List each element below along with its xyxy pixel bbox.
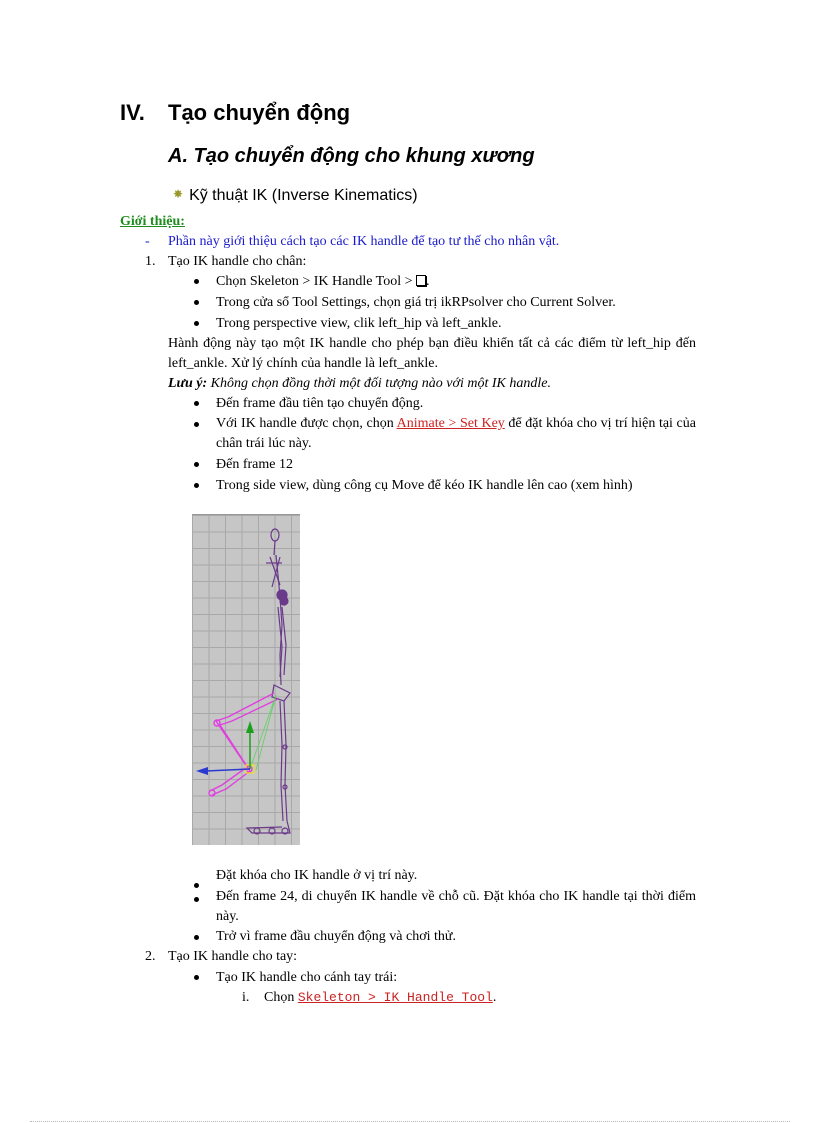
intro-text: Phần này giới thiệu cách tạo các IK handle để tạo tư thế cho nhân vật. [168,234,560,249]
step-1-title: Tạo IK handle cho chân: [168,254,307,269]
step-1-bullet-4: Đến frame đầu tiên tạo chuyển động. [216,396,424,411]
intro-dash: - [145,234,150,249]
step-1-bullet-10: Trở vì frame đầu chuyển động và chơi thử. [216,929,456,944]
chapter-number: IV. [120,100,145,125]
bullet-dot [194,401,199,406]
topic-heading [173,187,418,205]
step-1-bullet-3: Trong perspective view, clik left_hip và left_ankle. [216,316,502,331]
bullet-dot [194,975,199,980]
step-1-bullet-5: Với IK handle được chọn, chọn Animate > Set Key để đặt khóa cho vị trí hiện tại của chân trái lúc này. [216,416,696,451]
step-2-title: Tạo IK handle cho tay: [168,949,298,964]
bullet-dot [194,883,199,888]
bullet-dot [194,897,199,902]
bullet-dot [194,321,199,326]
option-box-icon [416,275,426,286]
step-2-number: 2. [145,949,156,964]
topic-title: Kỹ thuật IK (Inverse Kinematics) [189,187,418,204]
chapter-heading [120,100,350,126]
step-1-bullet-6: Đến frame 12 [216,457,293,472]
step-1-bullet-8: Đặt khóa cho IK handle ở vị trí này. [216,868,418,883]
star-bullet-icon: ✸ [173,187,184,201]
intro-label: Giới thiệu: [120,214,185,229]
bullet-dot [194,422,199,427]
section-heading: A. Tạo chuyển động cho khung xương [168,145,535,167]
step-1-note [168,374,551,394]
step-1-number: 1. [145,254,156,269]
note-label: Lưu ý: [168,376,208,391]
note-text: Không chọn đồng thời một đối tượng nào với một IK handle. [207,376,551,391]
step-1-bullet-7: Trong side view, dùng công cụ Move để kéo IK handle lên cao (xem hình) [216,478,633,493]
step-2-bullet-1: Tạo IK handle cho cánh tay trái: [216,970,398,985]
step-1-paragraph: Hành động này tạo một IK handle cho phép bạn điều khiển tất cả các điểm từ left_hip đến left_ankle. Xử lý chính của handle là left_ankle. [168,336,696,371]
step-2-sub-item: Chọn Skeleton > IK Handle Tool. [264,990,497,1005]
bullet-dot [194,300,199,305]
bullet-dot [194,462,199,467]
step-1-bullet-1: Chọn Skeleton > IK Handle Tool > . [216,274,430,289]
step-1-bullet-2: Trong cửa sổ Tool Settings, chọn giá trị ikRPsolver cho Current Solver. [216,295,616,310]
bullet-dot [194,935,199,940]
bullet-dot [194,483,199,488]
page-bottom-rule [30,1121,790,1122]
skeleton-ik-handle-tool-link[interactable]: Skeleton > IK Handle Tool [297,990,493,1005]
step-1-bullet-9: Đến frame 24, di chuyển IK handle về chỗ cũ. Đặt khóa cho IK handle tại thời điểm này. [216,889,696,924]
chapter-title: Tạo chuyển động [168,100,351,125]
bullet-dot [194,279,199,284]
step-2-sub-number: i. [242,990,250,1005]
animate-set-key-link[interactable]: Animate > Set Key [396,416,505,431]
skeleton-illustration [192,515,300,845]
side-view-figure [192,514,300,845]
